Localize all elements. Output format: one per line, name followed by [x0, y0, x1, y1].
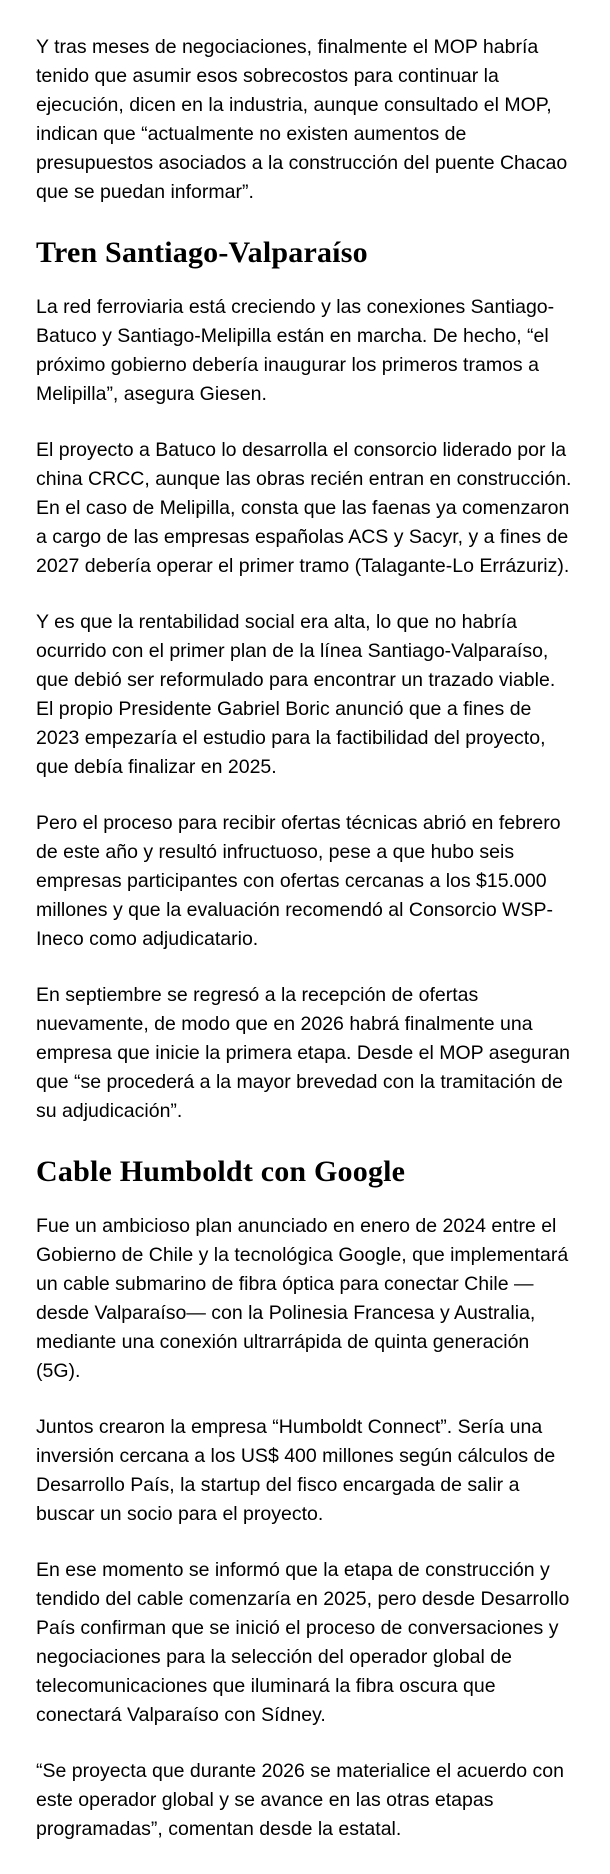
article-paragraph: “Se proyecta que durante 2026 se materialice el acuerdo con este operador global y se avance en las otras etapas programadas”, comentan desde la estatal. — [36, 1760, 564, 1840]
article-paragraph: Y es que la rentabilidad social era alta, lo que no habría ocurrido con el primer plan de la línea Santiago-Valparaíso, que debió ser reformulado para encontrar un trazado viable. El propio Presidente Gabriel Boric anunció que a fines de 2023 empezaría el estudio para la factibilidad del proyecto, que debía finalizar en 2025. — [36, 611, 556, 778]
article-paragraph: Juntos crearon la empresa “Humboldt Connect”. Sería una inversión cercana a los US$ 400 millones según cálculos de Desarrollo País, la startup del fisco encargada de salir a buscar un socio para el proyecto. — [36, 1416, 556, 1525]
article-paragraph: En ese momento se informó que la etapa de construcción y tendido del cable comenzaría en 2025, pero desde Desarrollo País confirman que se inició el proceso de conversaciones y negociaciones para la selección del operador global de telecomunicaciones que iluminará la fibra oscura que conectará Valparaíso con Sídney. — [36, 1559, 570, 1726]
article-paragraph: Fue un ambicioso plan anunciado en enero de 2024 entre el Gobierno de Chile y la tecnológica Google, que implementará un cable submarino de fibra óptica para conectar Chile —desde Valparaíso— con la Polinesia Francesa y Australia, mediante una conexión ultrarrápida de quinta generación (5G). — [36, 1215, 569, 1382]
section-heading-tren-santiago-valparaiso: Tren Santiago-Valparaíso — [36, 236, 368, 269]
section-heading-cable-humboldt-con-google: Cable Humboldt con Google — [36, 1155, 406, 1188]
article-paragraph: Y tras meses de negociaciones, finalmente el MOP habría tenido que asumir esos sobrecostos para continuar la ejecución, dicen en la industria, aunque consultado el MOP, indican que “actualmente no existen aumentos de presupuestos asociados a la construcción del puente Chacao que se puedan informar”. — [36, 36, 568, 203]
article-body — [36, 33, 574, 1844]
article-paragraph: En septiembre se regresó a la recepción de ofertas nuevamente, de modo que en 2026 habrá finalmente una empresa que inicie la primera etapa. Desde el MOP aseguran que “se procederá a la mayor brevedad con la tramitación de su adjudicación”. — [36, 984, 571, 1122]
article-paragraph: El proyecto a Batuco lo desarrolla el consorcio liderado por la china CRCC, aunque las obras recién entran en construcción. En el caso de Melipilla, consta que las faenas ya comenzaron a cargo de las empresas españolas ACS y Sacyr, y a fines de 2027 debería operar el primer tramo (Talagante-Lo Errázuriz). — [36, 439, 572, 577]
article-paragraph: La red ferroviaria está creciendo y las conexiones Santiago-Batuco y Santiago-Melipilla están en marcha. De hecho, “el próximo gobierno debería inaugurar los primeros tramos a Melipilla”, asegura Giesen. — [36, 296, 555, 405]
article-paragraph: Pero el proceso para recibir ofertas técnicas abrió en febrero de este año y resultó infructuoso, pese a que hubo seis empresas participantes con ofertas cercanas a los $15.000 millones y que la evaluación recomendó al Consorcio WSP-Ineco como adjudicatario. — [36, 812, 561, 950]
